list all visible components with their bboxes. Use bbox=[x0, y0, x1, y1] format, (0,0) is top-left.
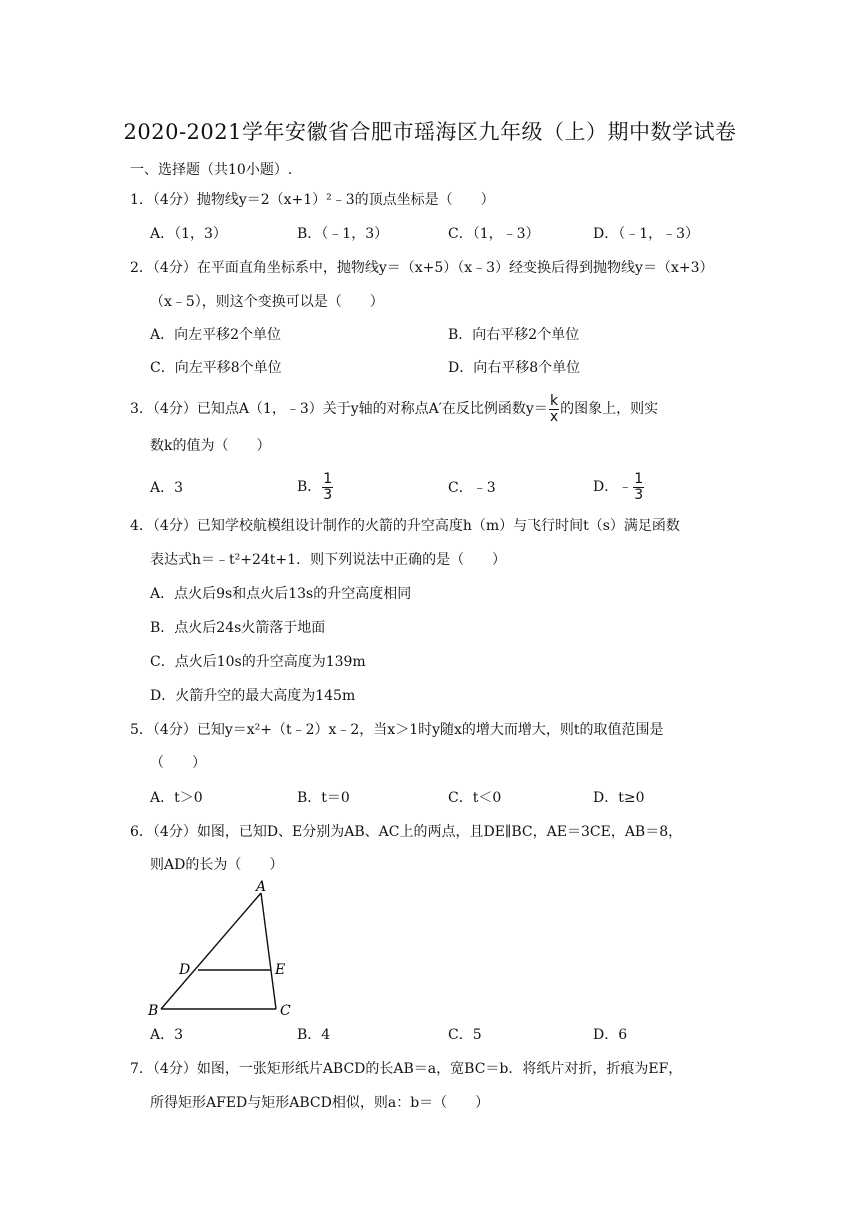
question-5-option-b: B．t＝0 bbox=[297, 790, 350, 806]
question-3-option-d-denominator: 3 bbox=[634, 486, 644, 503]
question-4-stem-continued: 表达式h＝﹣t²+24t+1．则下列说法中正确的是（ ） bbox=[150, 552, 507, 568]
question-5-stem-continued: （ ） bbox=[150, 755, 206, 771]
question-6-stem-continued: 则AD的长为（ ） bbox=[150, 857, 284, 873]
vertex-label-b: B bbox=[148, 1003, 159, 1018]
question-5-option-c: C．t＜0 bbox=[448, 790, 502, 806]
question-2-option-d: D．向右平移8个单位 bbox=[448, 360, 581, 376]
question-6-option-c: C．5 bbox=[448, 1027, 482, 1043]
question-3-option-b-denominator: 3 bbox=[323, 486, 333, 503]
question-3-stem-continued: 数k的值为（ ） bbox=[150, 438, 271, 454]
section-heading: 一、选择题（共10小题）. bbox=[130, 162, 293, 178]
question-3-option-c: C．﹣3 bbox=[448, 480, 496, 496]
question-5-stem: 5．（4分）已知y＝x²+（t﹣2）x﹣2，当x＞1时y随x的增大而增大，则t的取值范围是 bbox=[130, 722, 664, 738]
question-1-option-a: A．（1，3） bbox=[150, 226, 227, 242]
vertex-label-a: A bbox=[256, 879, 267, 895]
question-6-triangle-figure bbox=[140, 878, 310, 1018]
question-6-option-a: A．3 bbox=[150, 1027, 184, 1043]
question-3-option-d bbox=[593, 470, 645, 504]
question-4-stem: 4．（4分）已知学校航模组设计制作的火箭的升空高度h（m）与飞行时间t（s）满足函数 bbox=[130, 518, 680, 534]
question-4-option-c: C．点火后10s的升空高度为139m bbox=[150, 654, 366, 670]
vertex-label-d: D bbox=[179, 962, 191, 978]
question-3-option-d-label: D．﹣ bbox=[593, 479, 633, 495]
question-3-option-b-label: B． bbox=[297, 479, 322, 495]
question-5-option-a: A．t＞0 bbox=[150, 790, 203, 806]
question-7-stem-continued: 所得矩形AFED与矩形ABCD相似，则a：b＝（ ） bbox=[150, 1095, 490, 1111]
question-6-option-b: B．4 bbox=[297, 1027, 331, 1043]
question-3-option-a: A．3 bbox=[150, 480, 184, 496]
page-title: 2020-2021学年安徽省合肥市瑶海区九年级（上）期中数学试卷 bbox=[123, 120, 737, 144]
question-3-fraction-numerator: k bbox=[549, 392, 559, 409]
question-3-stem-text-a: 3．（4分）已知点A（1，﹣3）关于y轴的对称点A′在反比例函数y＝ bbox=[130, 401, 548, 417]
question-6-stem: 6．（4分）如图，已知D、E分别为AB、AC上的两点，且DE∥BC，AE＝3CE，AB＝8， bbox=[130, 824, 683, 840]
question-3-stem bbox=[130, 392, 658, 426]
question-3-fraction bbox=[549, 394, 559, 425]
question-2-stem-continued: （x﹣5），则这个变换可以是（ ） bbox=[150, 294, 384, 310]
question-5-option-d: D．t≥0 bbox=[593, 790, 645, 806]
question-1-stem: 1．（4分）抛物线y＝2（x+1）²﹣3的顶点坐标是（ ） bbox=[130, 192, 495, 208]
question-2-option-c: C．向左平移8个单位 bbox=[150, 360, 282, 376]
vertex-label-e: E bbox=[275, 962, 286, 978]
question-2-option-b: B．向右平移2个单位 bbox=[448, 327, 580, 343]
question-3-option-b-fraction bbox=[322, 472, 333, 503]
question-2-stem: 2．（4分）在平面直角坐标系中，抛物线y＝（x+5）（x﹣3）经变换后得到抛物线y＝（x+3） bbox=[130, 260, 714, 276]
question-4-option-d: D．火箭升空的最大高度为145m bbox=[150, 688, 356, 704]
question-3-option-d-fraction bbox=[633, 472, 644, 503]
question-3-stem-text-b: 的图象上，则实 bbox=[560, 401, 659, 417]
question-4-option-b: B．点火后24s火箭落于地面 bbox=[150, 620, 326, 636]
question-4-option-a: A．点火后9s和点火后13s的升空高度相同 bbox=[150, 586, 412, 602]
question-7-stem: 7．（4分）如图，一张矩形纸片ABCD的长AB＝a，宽BC＝b．将纸片对折，折痕为EF， bbox=[130, 1061, 683, 1077]
segment-ab bbox=[161, 893, 261, 1009]
question-3-fraction-denominator: x bbox=[549, 408, 559, 425]
vertex-label-c: C bbox=[280, 1003, 291, 1018]
segment-ac bbox=[261, 893, 276, 1009]
question-3-option-b bbox=[297, 470, 334, 504]
question-1-option-c: C．（1，﹣3） bbox=[448, 226, 540, 242]
question-2-option-a: A．向左平移2个单位 bbox=[150, 327, 282, 343]
question-6-option-d: D．6 bbox=[593, 1027, 628, 1043]
question-1-option-b: B．（﹣1，3） bbox=[297, 226, 389, 242]
question-3-option-d-numerator: 1 bbox=[634, 470, 644, 487]
question-3-option-b-numerator: 1 bbox=[323, 470, 333, 487]
question-1-option-d: D．（﹣1，﹣3） bbox=[593, 226, 700, 242]
